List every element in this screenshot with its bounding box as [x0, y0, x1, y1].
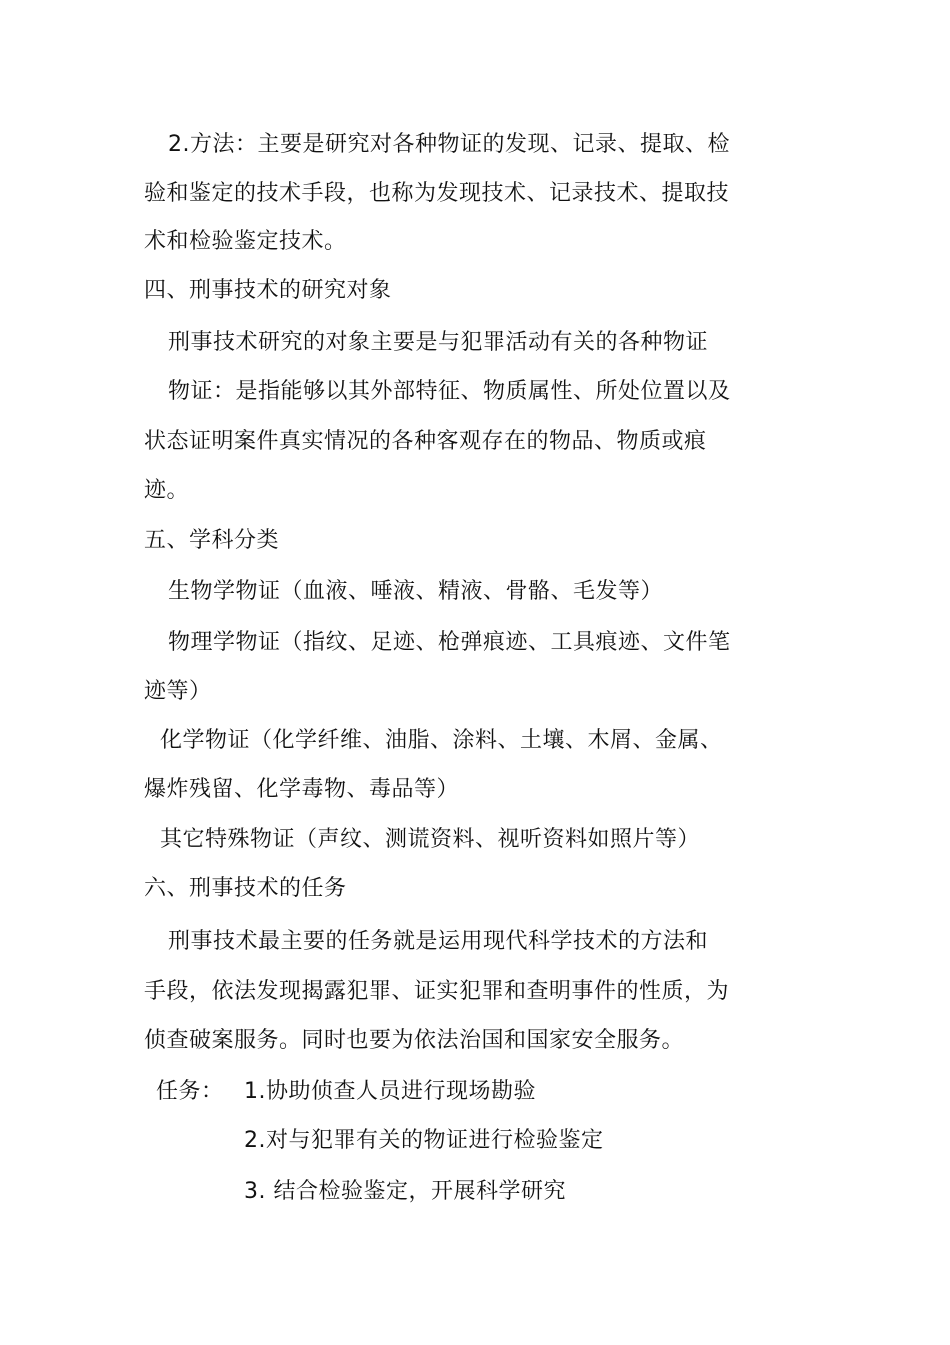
task-label: 任务： [156, 1079, 224, 1104]
paragraph-line: 物证：是指能够以其外部特征、物质属性、所处位置以及 [168, 379, 731, 404]
paragraph-line: 刑事技术最主要的任务就是运用现代科学技术的方法和 [168, 929, 709, 954]
paragraph-line: 手段，依法发现揭露犯罪、证实犯罪和查明事件的性质，为 [144, 979, 730, 1004]
paragraph-line: 验和鉴定的技术手段，也称为发现技术、记录技术、提取技 [144, 181, 730, 206]
list-item: 迹等） [144, 679, 212, 704]
section-heading: 五、学科分类 [144, 528, 280, 553]
list-item: 物理学物证（指纹、足迹、枪弹痕迹、工具痕迹、文件笔 [168, 630, 731, 655]
list-item: 化学物证（化学纤维、油脂、涂料、土壤、木屑、金属、 [160, 728, 723, 753]
paragraph-line: 状态证明案件真实情况的各种客观存在的物品、物质或痕 [144, 429, 707, 454]
paragraph-line: 2.方法：主要是研究对各种物证的发现、记录、提取、检 [168, 132, 730, 157]
section-heading: 六、刑事技术的任务 [144, 876, 347, 901]
paragraph-line: 刑事技术研究的对象主要是与犯罪活动有关的各种物证 [168, 330, 709, 355]
paragraph-line: 侦查破案服务。同时也要为依法治国和国家安全服务。 [144, 1028, 685, 1053]
paragraph-line: 术和检验鉴定技术。 [144, 229, 347, 254]
task-item: 2.对与犯罪有关的物证进行检验鉴定 [244, 1128, 604, 1153]
section-heading: 四、刑事技术的研究对象 [144, 278, 392, 303]
task-item: 3. 结合检验鉴定，开展科学研究 [244, 1179, 566, 1204]
list-item: 爆炸残留、化学毒物、毒品等） [144, 777, 460, 802]
task-item: 1.协助侦查人员进行现场勘验 [244, 1079, 536, 1104]
list-item: 其它特殊物证（声纹、测谎资料、视听资料如照片等） [160, 827, 701, 852]
paragraph-line: 迹。 [144, 478, 190, 503]
list-item: 生物学物证（血液、唾液、精液、骨骼、毛发等） [168, 579, 664, 604]
